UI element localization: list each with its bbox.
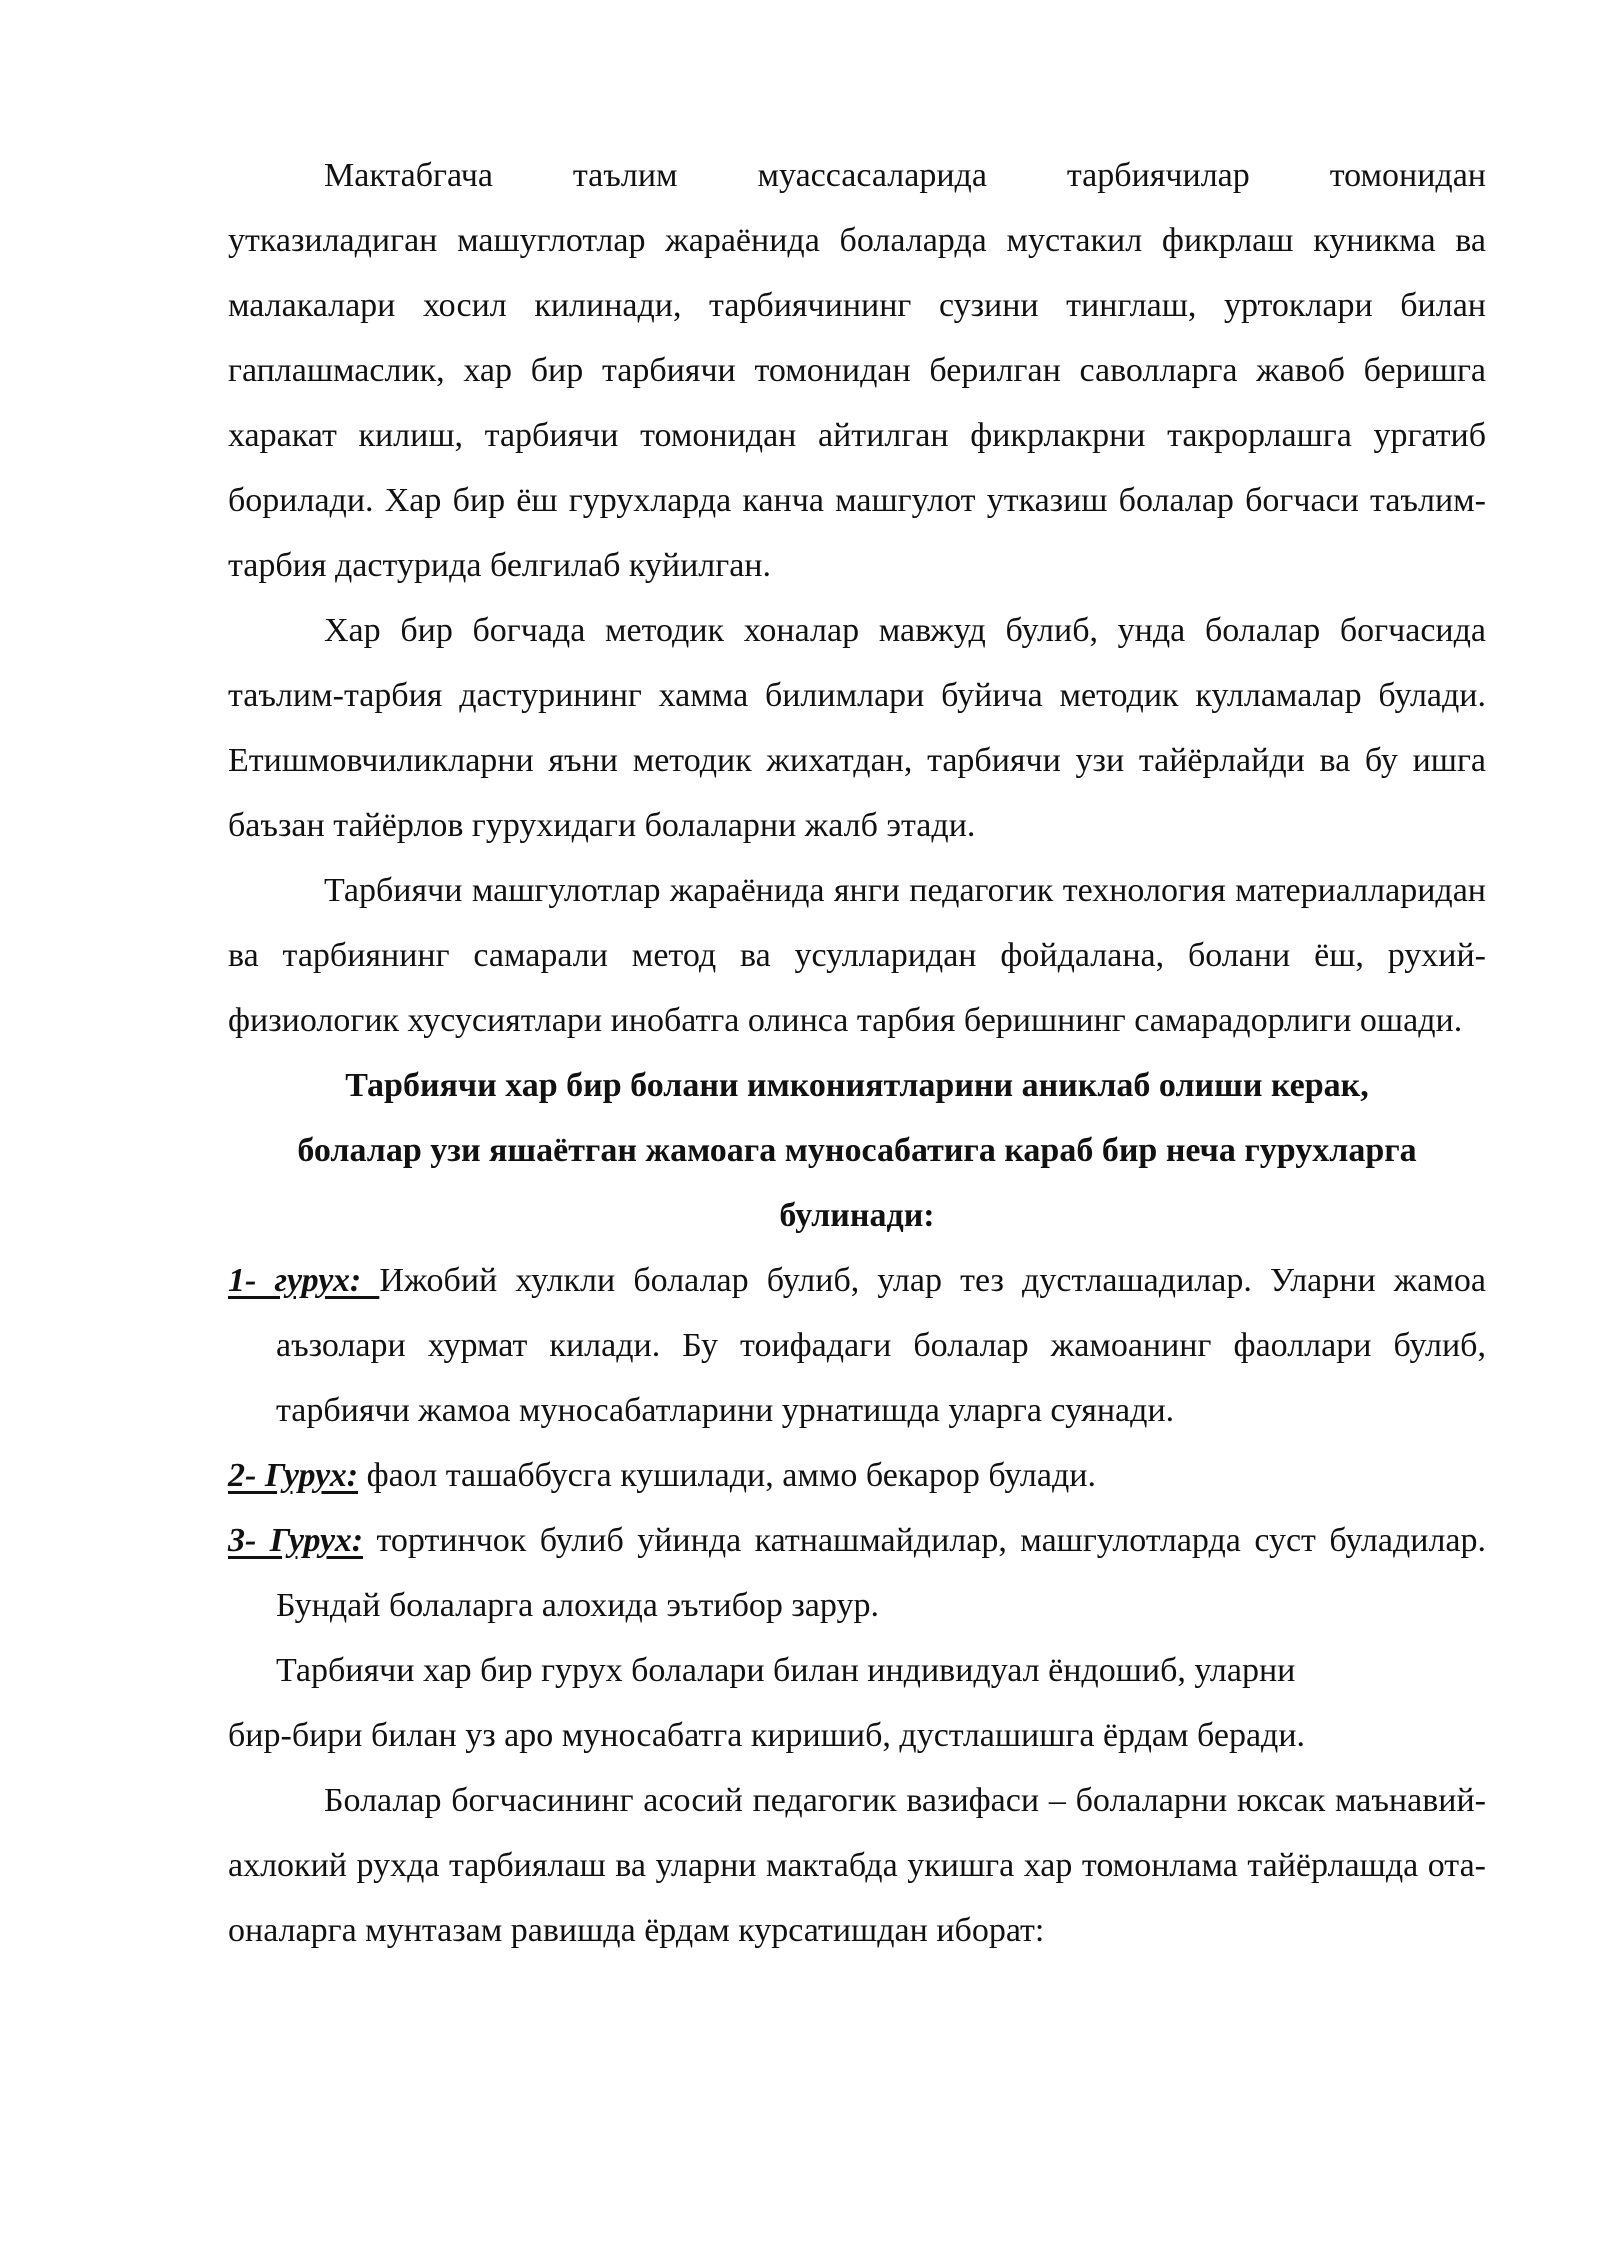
group-item-3 [228, 1508, 1486, 1638]
paragraph-3: Тарбиячи машгулотлар жараёнида янги педагогик технология материалларидан ва тарбиянинг самарали метод ва усулларидан фойдалана, болани ёш, рухий-физиологик хусусиятлари инобатга олинса тарбия беришнинг самарадорлиги ошади. [228, 872, 1486, 1039]
group-label-2: 2- Гурух: [228, 1457, 359, 1494]
paragraph-5: Болалар богчасининг асосий педагогик вазифаси – болаларни юксак маънавий-ахлокий рухда тарбиялаш ва уларни мактабда укишга хар томонлама тайёрлашда ота-оналарга мунтазам равишда ёрдам курсатишдан иборат: [228, 1782, 1486, 1949]
group-text-2: фаол ташаббусга кушилади, аммо бекарор булади. [366, 1457, 1096, 1494]
section-heading-line-1: Тарбиячи хар бир болани имкониятларини аниклаб олиши керак, [345, 1067, 1369, 1104]
section-heading [228, 1053, 1486, 1248]
paragraph-1-body: утказиладиган машуглотлар жараёнида болаларда мустакил фикрлаш куникма ва малакалари хосил килинади, тарбиячининг сузини тинглаш, уртоклари билан гаплашмаслик, хар бир тарбиячи томонидан берилган саволларга жавоб беришга харакат килиш, тарбиячи томонидан айтилган фикрлакрни такрорлашга ургатиб борилади. Хар бир ёш гурухларда канча машгулот утказиш болалар богчаси таълим-тарбия дастурида белгилаб куйилган. [228, 222, 1486, 584]
document-body [228, 143, 1486, 1963]
group-label-1: 1- гурух: [228, 1262, 380, 1299]
group-item-2 [228, 1443, 1486, 1508]
paragraph-2: Хар бир богчада методик хоналар мавжуд булиб, унда болалар богчасида таълим-тарбия дастурининг хамма билимлари буйича методик кулламалар булади. Етишмовчиликларни яъни методик жихатдан, тарбиячи узи тайёрлайди ва бу ишга баъзан тайёрлов гурухидаги болаларни жалб этади. [228, 612, 1486, 844]
section-heading-line-3: булинади: [779, 1197, 935, 1234]
group-text-1: Ижобий хулкли болалар булиб, улар тез дустлашадилар. Уларни жамоа аъзолари хурмат килади. Бу тоифадаги болалар жамоанинг фаоллари булиб, тарбиячи жамоа муносабатларини урнатишда уларга суянади. [276, 1262, 1486, 1429]
group-text-3: тортинчок булиб уйинда катнашмайдилар, машгулотларда суст буладилар. Бундай болаларга алохида эътибор зарур. [276, 1522, 1486, 1624]
paragraph-1-first-line: Мактабгача таълим муассасаларида тарбиячилар томонидан [324, 157, 1486, 194]
paragraph-4-second-line: бир-бири билан уз аро муносабатга киришиб, дустлашишга ёрдам беради. [228, 1717, 1306, 1754]
group-label-3: 3- Гурух: [228, 1522, 364, 1559]
group-item-1 [228, 1248, 1486, 1443]
paragraph-4-first-line: Тарбиячи хар бир гурух болалари билан индивидуал ёндошиб, уларни [276, 1652, 1296, 1689]
section-heading-line-2: болалар узи яшаётган жамоага муносабатига караб бир неча гурухларга [297, 1132, 1417, 1169]
